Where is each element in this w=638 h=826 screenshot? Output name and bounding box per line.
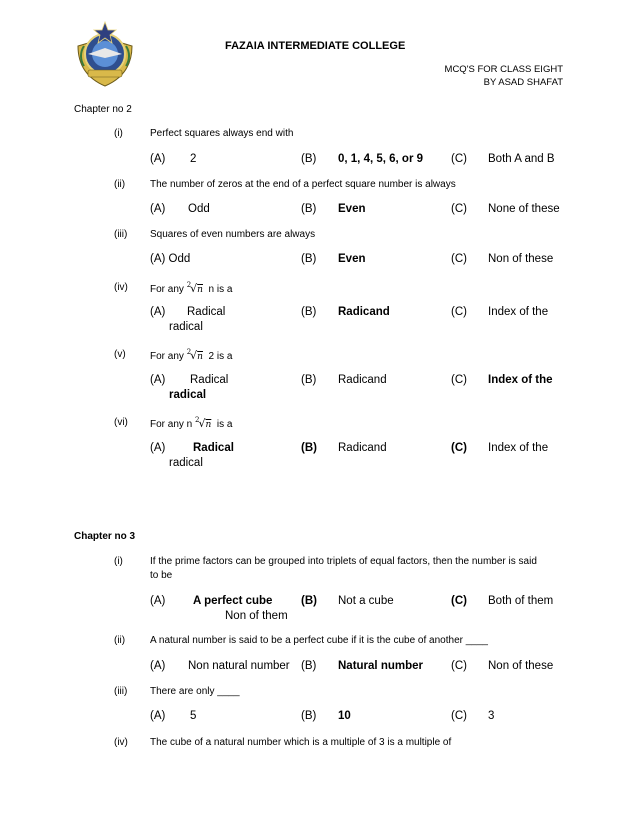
option-b: Even bbox=[338, 203, 366, 215]
option-b-label: (B) bbox=[301, 153, 317, 165]
radicand-symbol: n bbox=[205, 420, 212, 430]
option-b-label: (B) bbox=[301, 710, 317, 722]
radical-index: 2 bbox=[195, 416, 200, 424]
option-a: (A) Odd bbox=[150, 253, 191, 265]
chapter-2-heading: Chapter no 2 bbox=[74, 104, 132, 115]
option-a: Radical bbox=[187, 306, 226, 318]
option-c-label: (C) bbox=[451, 253, 467, 265]
question-number: (iii) bbox=[114, 686, 128, 697]
radical-expression: $^2$√n bbox=[195, 416, 212, 430]
college-crest-logo bbox=[74, 20, 136, 88]
option-b-label: (B) bbox=[301, 306, 317, 318]
option-b-label: (B) bbox=[301, 374, 317, 386]
option-c: Both A and B bbox=[488, 153, 555, 165]
option-b: Even bbox=[338, 253, 366, 265]
radical-index: 2 bbox=[186, 348, 192, 356]
radical-expression: $^2$√n bbox=[186, 281, 203, 295]
question-number: (vi) bbox=[114, 417, 128, 428]
document-title: FAZAIA INTERMEDIATE COLLEGE bbox=[225, 40, 406, 52]
question-text-continued: to be bbox=[150, 570, 173, 581]
question-text bbox=[150, 349, 232, 362]
option-a-label: (A) bbox=[150, 153, 166, 165]
option-a-label: (A) bbox=[150, 374, 166, 386]
question-text: Squares of even numbers are always bbox=[150, 229, 316, 240]
question-text bbox=[150, 417, 232, 430]
option-a-label: (A) bbox=[150, 442, 166, 454]
option-c: None of these bbox=[488, 203, 560, 215]
option-c-label: (C) bbox=[451, 595, 467, 607]
question-text: The cube of a natural number which is a multiple of 3 is a multiple of bbox=[150, 737, 452, 748]
question-text: If the prime factors can be grouped into triplets of equal factors, then the number is said bbox=[150, 556, 537, 567]
question-text bbox=[150, 282, 232, 295]
option-a-label: (A) bbox=[150, 660, 166, 672]
question-number: (i) bbox=[114, 128, 123, 139]
option-b-label: (B) bbox=[301, 203, 317, 215]
option-c-label: (C) bbox=[451, 374, 467, 386]
question-text-part: For any bbox=[150, 284, 184, 295]
radicand-symbol: n bbox=[197, 285, 203, 295]
question-number: (ii) bbox=[114, 635, 126, 646]
question-text-part: is a bbox=[216, 419, 233, 430]
question-number: (iii) bbox=[114, 229, 128, 240]
question-text: There are only ____ bbox=[150, 686, 240, 697]
option-a: Radical bbox=[193, 442, 234, 454]
option-a: Radical bbox=[190, 374, 229, 386]
option-b-label: (B) bbox=[301, 660, 317, 672]
question-number: (iv) bbox=[114, 737, 128, 748]
option-a: Odd bbox=[188, 203, 210, 215]
option-b-label: (B) bbox=[301, 595, 317, 607]
option-c-label: (C) bbox=[451, 660, 467, 672]
option-b: Not a cube bbox=[338, 595, 394, 607]
question-text: Perfect squares always end with bbox=[150, 128, 294, 139]
option-a-label: (A) bbox=[150, 595, 166, 607]
option-c: 3 bbox=[488, 710, 495, 722]
option-a-label: (A) bbox=[150, 203, 166, 215]
question-text-part: For any bbox=[150, 351, 184, 362]
question-text: The number of zeros at the end of a perfect square number is always bbox=[150, 179, 456, 190]
option-c-label: (C) bbox=[451, 203, 467, 215]
option-b: Natural number bbox=[338, 660, 423, 672]
question-number: (iv) bbox=[114, 282, 128, 293]
option-b: Radicand bbox=[338, 374, 387, 386]
document-subtitle: MCQ'S FOR CLASS EIGHT bbox=[444, 64, 563, 75]
option-c: Non of these bbox=[488, 660, 554, 672]
radical-expression: $^2$√n bbox=[186, 348, 203, 362]
option-c-label: (C) bbox=[451, 153, 467, 165]
question-number: (ii) bbox=[114, 179, 126, 190]
option-b-label: (B) bbox=[301, 253, 317, 265]
option-b-label: (B) bbox=[301, 442, 317, 454]
option-a-continued: radical bbox=[169, 389, 207, 401]
option-c: Both of them bbox=[488, 595, 554, 607]
document-author: BY ASAD SHAFAT bbox=[483, 77, 563, 88]
option-a-label: (A) bbox=[150, 710, 166, 722]
option-a: 2 bbox=[190, 153, 197, 165]
question-text: A natural number is said to be a perfect cube if it is the cube of another ____ bbox=[150, 635, 488, 646]
option-c-label: (C) bbox=[451, 306, 467, 318]
radicand-symbol: n bbox=[197, 352, 203, 362]
option-c-label: (C) bbox=[451, 710, 467, 722]
option-c: Index of the bbox=[488, 442, 549, 454]
question-text-part: For any n bbox=[150, 419, 193, 430]
option-c: Index of the bbox=[488, 306, 549, 318]
option-b: 0, 1, 4, 5, 6, or 9 bbox=[338, 153, 424, 165]
chapter-3-heading: Chapter no 3 bbox=[74, 531, 136, 542]
option-a: Non natural number bbox=[188, 660, 290, 672]
option-a-continued: radical bbox=[169, 321, 203, 333]
option-a: 5 bbox=[190, 710, 197, 722]
question-number: (v) bbox=[114, 349, 126, 360]
option-a-label: (A) bbox=[150, 306, 166, 318]
option-a-continued: radical bbox=[169, 457, 203, 469]
option-c-label: (C) bbox=[451, 442, 467, 454]
option-c: Index of the bbox=[488, 374, 553, 386]
question-text-part: n is a bbox=[208, 284, 233, 295]
option-a: A perfect cube bbox=[193, 595, 273, 607]
question-number: (i) bbox=[114, 556, 123, 567]
radical-index: 2 bbox=[186, 281, 192, 289]
option-b: Radicand bbox=[338, 306, 390, 318]
option-b: 10 bbox=[338, 710, 351, 722]
question-text-part: 2 is a bbox=[208, 351, 233, 362]
option-d: Non of them bbox=[225, 610, 288, 622]
option-c: Non of these bbox=[488, 253, 554, 265]
option-b: Radicand bbox=[338, 442, 387, 454]
